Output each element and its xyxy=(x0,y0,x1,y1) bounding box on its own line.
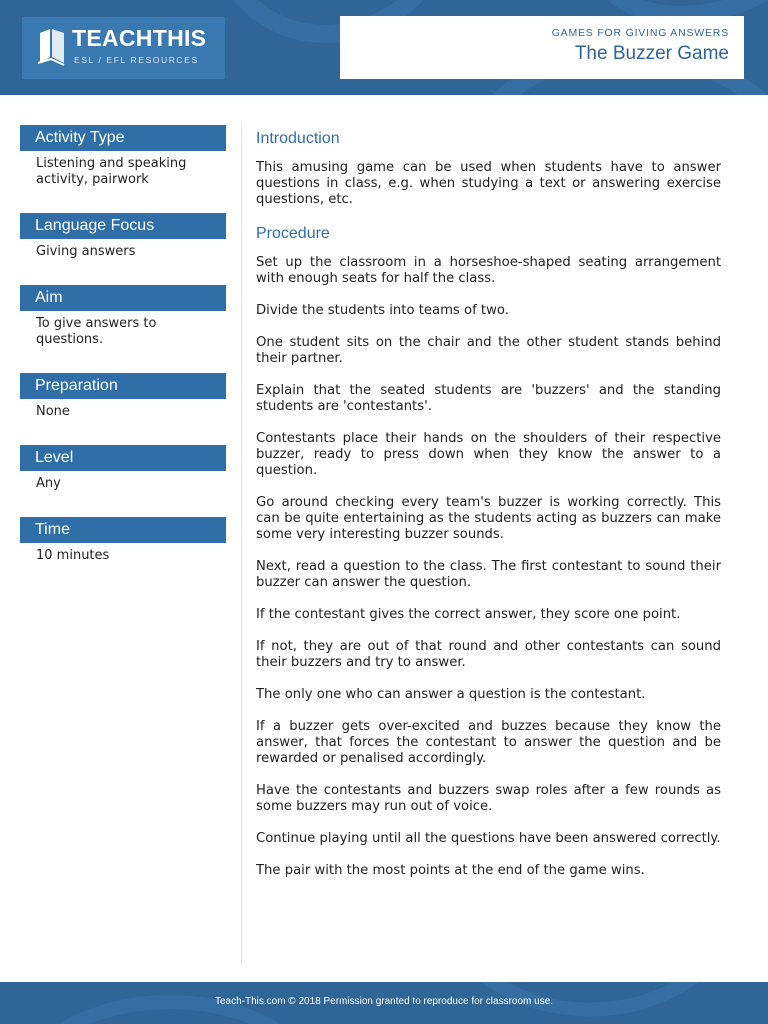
preparation-text: None xyxy=(36,404,70,419)
brand-name: TEACHTHIS xyxy=(72,25,207,51)
activity-type-text: Listening and speaking activity, pairwork xyxy=(36,156,187,187)
procedure-step: Have the contestants and buzzers swap roles after a few rounds as some buzzers may run out of voice. xyxy=(256,783,721,814)
language-focus-heading: Language Focus xyxy=(20,213,226,239)
procedure-step: Go around checking every team's buzzer is working correctly. This can be quite entertaining as the students acting as buzzers can make some very interesting buzzer sounds. xyxy=(256,495,721,542)
main-content xyxy=(256,129,721,895)
procedure-step: Continue playing until all the questions have been answered correctly. xyxy=(256,831,721,846)
language-focus-text: Giving answers xyxy=(36,244,136,259)
page-kicker: GAMES FOR GIVING ANSWERS xyxy=(551,27,729,39)
footer-copyright: Teach-This.com © 2018 Permission granted to reproduce for classroom use. xyxy=(214,996,554,1007)
preparation-block xyxy=(20,373,226,445)
procedure-step: One student sits on the chair and the other student stands behind their partner. xyxy=(256,335,721,366)
page-header xyxy=(0,0,768,95)
level-heading: Level xyxy=(20,445,226,471)
procedure-heading: Procedure xyxy=(256,225,330,242)
page-footer xyxy=(0,982,768,1024)
procedure-step: Explain that the seated students are 'buzzers' and the standing students are 'contestants'. xyxy=(256,383,721,414)
preparation-heading: Preparation xyxy=(20,373,226,399)
introduction-heading: Introduction xyxy=(256,130,340,147)
procedure-step: The only one who can answer a question is the contestant. xyxy=(256,687,646,702)
level-text: Any xyxy=(36,476,61,491)
procedure-step: If not, they are out of that round and other contestants can sound their buzzers and try to answer. xyxy=(256,639,721,670)
title-box xyxy=(340,16,744,79)
procedure-step: The pair with the most points at the end of the game wins. xyxy=(256,863,645,878)
procedure-step: Next, read a question to the class. The first contestant to sound their buzzer can answer the question. xyxy=(256,559,721,590)
activity-type-heading: Activity Type xyxy=(20,125,226,151)
time-heading: Time xyxy=(20,517,226,543)
time-block xyxy=(20,517,226,589)
aim-text: To give answers to questions. xyxy=(36,316,157,347)
procedure-step: If the contestant gives the correct answer, they score one point. xyxy=(256,607,681,622)
book-icon xyxy=(36,27,68,67)
teachthis-logo[interactable] xyxy=(22,17,225,79)
procedure-step: Set up the classroom in a horseshoe-shaped seating arrangement with enough seats for half the class. xyxy=(256,255,721,286)
activity-type-block xyxy=(20,125,226,213)
aim-block xyxy=(20,285,226,373)
introduction-text: This amusing game can be used when students have to answer questions in class, e.g. when studying a text or answering exercise questions, etc. xyxy=(256,160,721,207)
level-block xyxy=(20,445,226,517)
procedure-step: Contestants place their hands on the shoulders of their respective buzzer, ready to press down when they know the answer to a question. xyxy=(256,431,721,478)
time-text: 10 minutes xyxy=(36,548,110,563)
procedure-step: If a buzzer gets over-excited and buzzes because they know the answer, that forces the contestant to answer the question and be rewarded or penalised accordingly. xyxy=(256,719,721,766)
procedure-step: Divide the students into teams of two. xyxy=(256,303,509,318)
language-focus-block xyxy=(20,213,226,285)
page-title: The Buzzer Game xyxy=(574,43,729,64)
sidebar xyxy=(20,125,226,589)
brand-tagline: ESL / EFL RESOURCES xyxy=(74,55,199,65)
aim-heading: Aim xyxy=(20,285,226,311)
column-divider xyxy=(241,125,242,965)
